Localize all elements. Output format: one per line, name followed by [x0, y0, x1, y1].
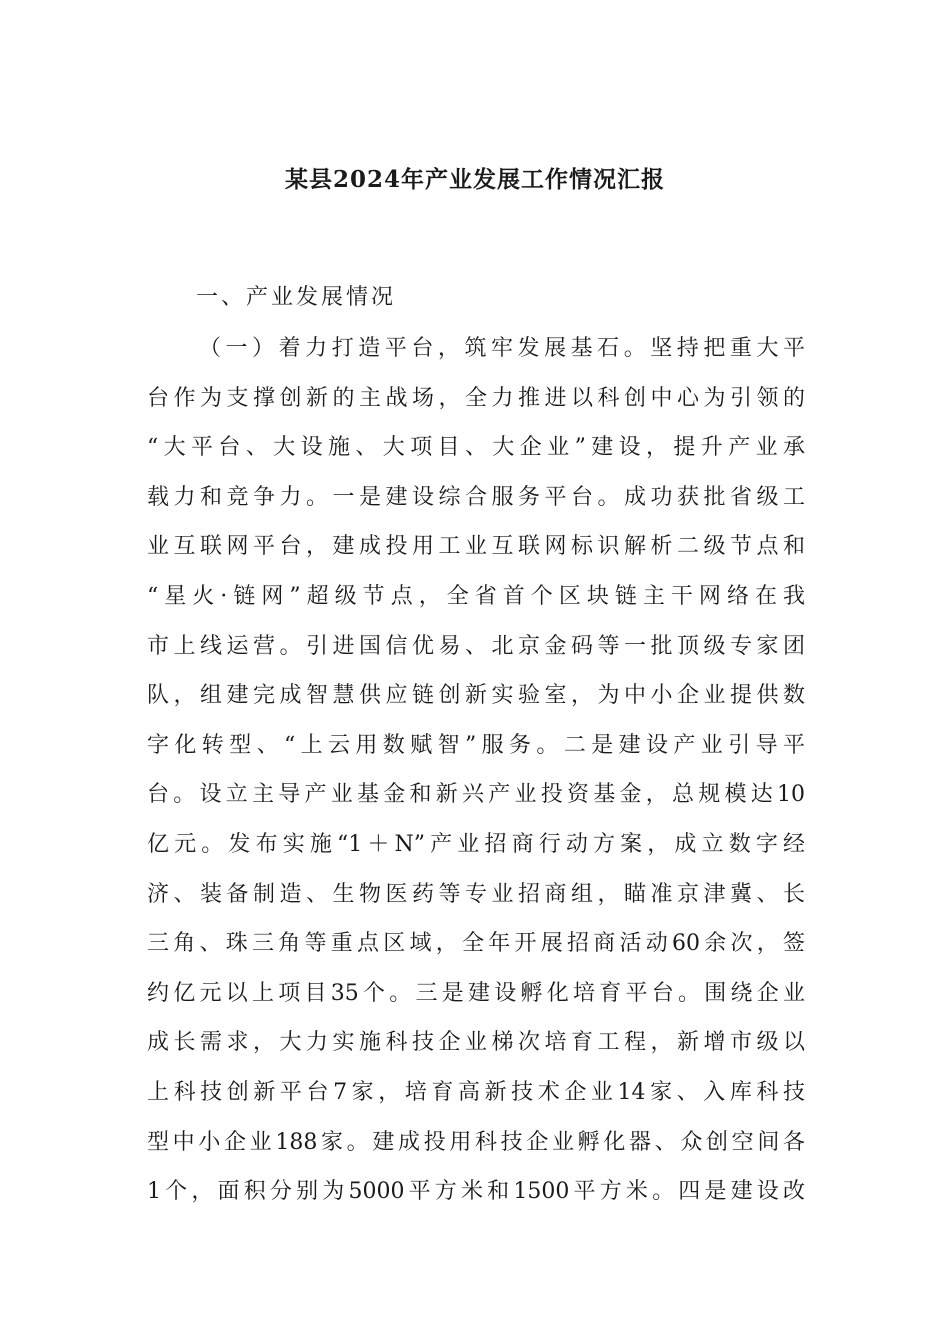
paragraph-line: 台作为支撑创新的主战场，全力推进以科创中心为引领的 [147, 385, 805, 411]
paragraph-line: 成长需求，大力实施科技企业梯次培育工程，新增市级以 [147, 1030, 805, 1056]
paragraph-line: 型中小企业188家。建成投用科技企业孵化器、众创空间各 [147, 1129, 805, 1155]
paragraph-line: 队，组建完成智慧供应链创新实验室，为中小企业提供数 [147, 683, 805, 709]
paragraph-line: 市上线运营。引进国信优易、北京金码等一批顶级专家团 [147, 633, 805, 659]
document-title: 某县2024年产业发展工作情况汇报 [284, 166, 665, 193]
section-heading: 一、产业发展情况 [196, 285, 397, 310]
paragraph-line: 济、装备制造、生物医药等专业招商组，瞄准京津冀、长 [147, 881, 805, 907]
paragraph-line: 载力和竞争力。一是建设综合服务平台。成功获批省级工 [147, 484, 805, 510]
paragraph-line: 三角、珠三角等重点区域，全年开展招商活动60余次，签 [147, 931, 805, 957]
body-paragraph [147, 324, 805, 1217]
paragraph-line: 1个，面积分别为5000平方米和1500平方米。四是建设改 [147, 1179, 805, 1205]
paragraph-line: 字化转型、“上云用数赋智”服务。二是建设产业引导平 [147, 732, 805, 758]
paragraph-line: 亿元。发布实施“1＋N”产业招商行动方案，成立数字经 [147, 831, 805, 857]
paragraph-line: 台。设立主导产业基金和新兴产业投资基金，总规模达10 [147, 782, 805, 808]
paragraph-line: 业互联网平台，建成投用工业互联网标识解析二级节点和 [147, 534, 805, 560]
paragraph-line: “星火·链网”超级节点，全省首个区块链主干网络在我 [147, 583, 805, 609]
paragraph-line: 上科技创新平台7家，培育高新技术企业14家、入库科技 [147, 1079, 805, 1105]
paragraph-line: 约亿元以上项目35个。三是建设孵化培育平台。围绕企业 [147, 980, 805, 1006]
paragraph-line: （一）着力打造平台，筑牢发展基石。坚持把重大平 [199, 336, 805, 361]
paragraph-line: “大平台、大设施、大项目、大企业”建设，提升产业承 [147, 435, 805, 461]
